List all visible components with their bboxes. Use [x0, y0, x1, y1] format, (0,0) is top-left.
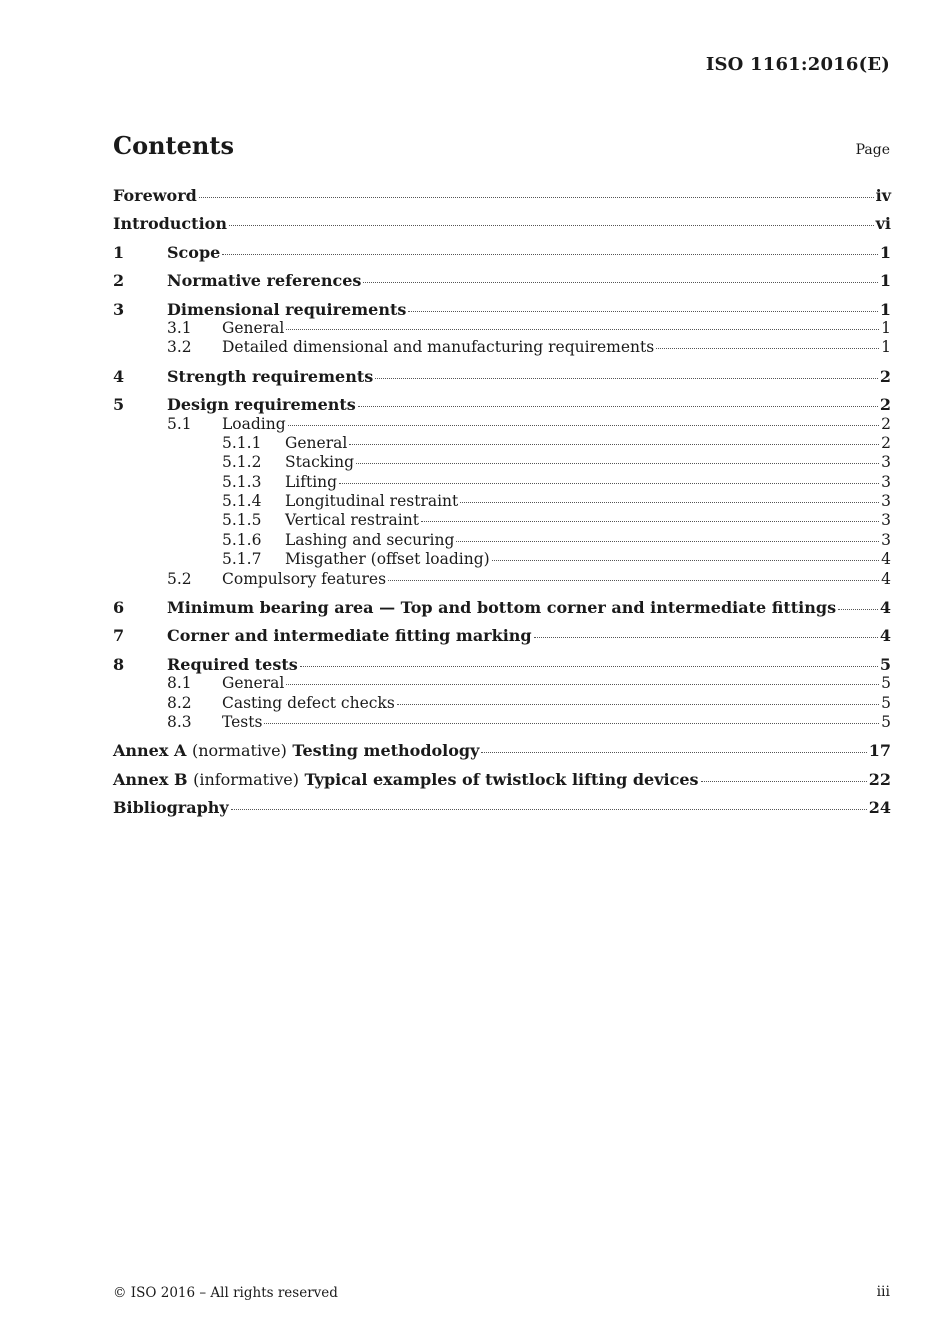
toc-entry-page: 2: [881, 414, 891, 433]
toc-entry[interactable]: [113, 741, 891, 760]
toc-entry-title-group: [167, 367, 373, 386]
toc-entry-page: 5: [881, 712, 891, 731]
toc-entry-page: 1: [879, 299, 891, 319]
dot-leader: [358, 406, 878, 407]
toc-entry-number: 5.1: [167, 414, 192, 433]
toc-entry-title: Lifting: [285, 472, 338, 491]
toc-entry-number: 6: [113, 598, 125, 618]
toc-entry-number: 7: [113, 626, 125, 646]
dot-leader: [349, 444, 879, 445]
dot-leader: [199, 197, 874, 198]
toc-entry-title-group: [222, 415, 286, 434]
toc-entry-number: 1: [113, 242, 125, 262]
toc-entry-page: 5: [881, 693, 891, 712]
toc-entry-title-group: [167, 655, 298, 674]
toc-entry-number: 3.1: [167, 318, 192, 337]
toc-entry-page: 3: [881, 492, 891, 511]
dot-leader: [408, 311, 878, 312]
toc-entry[interactable]: [113, 319, 891, 338]
toc-entry-title-group: [222, 319, 284, 338]
toc-entry-number: 5.2: [167, 569, 192, 588]
toc-entry-title: Casting defect checks: [222, 693, 395, 712]
toc-entry-title: General: [222, 674, 285, 693]
contents-title: Contents: [113, 131, 234, 160]
toc-entry[interactable]: [113, 243, 891, 262]
toc-entry-number: 8.3: [167, 712, 192, 731]
footer-page-number: iii: [876, 1284, 890, 1300]
dot-leader: [397, 704, 879, 705]
toc-entry-title-group: [113, 741, 479, 760]
toc-entry-number: 5.1.7: [222, 550, 262, 569]
toc-entry-title: Stacking: [285, 453, 355, 472]
toc-entry[interactable]: [113, 271, 891, 290]
toc-entry-title: General: [285, 433, 348, 452]
toc-entry-page: 3: [881, 511, 891, 530]
toc-entry-title: Misgather (offset loading): [285, 550, 490, 569]
toc-entry-page: vi: [875, 214, 891, 234]
toc-entry-number: 8.2: [167, 693, 192, 712]
toc-entry-page: 2: [879, 366, 891, 386]
toc-entry[interactable]: [113, 713, 891, 732]
dot-leader: [339, 483, 879, 484]
toc-entry[interactable]: [113, 214, 891, 233]
dot-leader: [300, 666, 878, 667]
toc-entry-title-group: [167, 243, 220, 262]
toc-entry-page: 2: [881, 433, 891, 452]
toc-entry-title-group: [222, 674, 284, 693]
toc-entry-title-group: [222, 713, 262, 732]
toc-entry-title: Required tests: [167, 654, 298, 674]
dot-leader: [286, 329, 879, 330]
toc-entry-page: 4: [879, 598, 891, 618]
toc-entry-title: Loading: [222, 414, 286, 433]
toc-entry-number: 5: [113, 395, 125, 415]
toc-entry-title: General: [222, 318, 285, 337]
toc-entry-title-group: [167, 300, 406, 319]
dot-leader: [456, 541, 879, 542]
toc-entry[interactable]: [113, 186, 891, 205]
toc-entry[interactable]: [113, 626, 891, 645]
toc-entry-title-group: [113, 186, 197, 205]
toc-entry-title-group: [285, 531, 454, 550]
dot-leader: [701, 781, 867, 782]
table-of-contents: [113, 186, 891, 818]
toc-entry-title: Bibliography: [113, 798, 229, 818]
annex-label: Annex A: [113, 741, 187, 761]
toc-entry-title: Design requirements: [167, 395, 356, 415]
toc-entry-title-group: [285, 511, 419, 530]
toc-entry-title: Scope: [167, 242, 221, 262]
toc-entry[interactable]: [113, 674, 891, 693]
toc-entry-title: Minimum bearing area — Top and bottom corner and intermediate fittings: [167, 598, 837, 618]
toc-entry-title-group: [285, 434, 347, 453]
toc-entry[interactable]: [113, 338, 891, 357]
toc-entry-title: Typical examples of twistlock lifting devices: [304, 769, 699, 789]
dot-leader: [363, 282, 877, 283]
toc-entry-number: 5.1.4: [222, 492, 262, 511]
toc-entry-title: Detailed dimensional and manufacturing requirements: [222, 338, 655, 357]
toc-entry[interactable]: [113, 570, 891, 589]
toc-entry[interactable]: [113, 395, 891, 414]
toc-entry[interactable]: [113, 453, 891, 472]
toc-entry[interactable]: [113, 531, 891, 550]
toc-entry[interactable]: [113, 300, 891, 319]
toc-entry[interactable]: [113, 655, 891, 674]
dot-leader: [388, 580, 879, 581]
toc-entry-page: 17: [868, 741, 891, 761]
toc-entry-page: 2: [879, 395, 891, 415]
toc-entry-number: 5.1.6: [222, 530, 262, 549]
toc-entry-page: 3: [881, 530, 891, 549]
toc-entry-title: Corner and intermediate fitting marking: [167, 626, 532, 646]
toc-entry-title-group: [285, 473, 337, 492]
toc-entry-number: 2: [113, 271, 125, 291]
dot-leader: [231, 809, 867, 810]
annex-type: (informative): [193, 769, 299, 789]
toc-entry[interactable]: [113, 415, 891, 434]
toc-entry-title: Vertical restraint: [285, 511, 419, 530]
dot-leader: [375, 378, 878, 379]
dot-leader: [460, 502, 879, 503]
toc-entry[interactable]: [113, 367, 891, 386]
toc-entry-title-group: [285, 453, 354, 472]
dot-leader: [421, 521, 879, 522]
dot-leader: [229, 225, 874, 226]
toc-entry-title: Introduction: [113, 214, 227, 234]
toc-entry-title: Normative references: [167, 271, 362, 291]
toc-entry-title-group: [113, 798, 229, 817]
dot-leader: [656, 348, 879, 349]
toc-entry[interactable]: [113, 598, 891, 617]
toc-entry-page: 24: [868, 798, 891, 818]
dot-leader: [481, 752, 866, 753]
dot-leader: [286, 684, 879, 685]
toc-entry-title: Testing methodology: [292, 741, 480, 761]
dot-leader: [264, 723, 879, 724]
page-column-label: Page: [855, 142, 890, 158]
dot-leader: [222, 254, 878, 255]
toc-entry-number: 3.2: [167, 338, 192, 357]
toc-entry-number: 8.1: [167, 674, 192, 693]
toc-entry-title: Dimensional requirements: [167, 299, 407, 319]
dot-leader: [288, 425, 879, 426]
toc-entry-title-group: [222, 694, 395, 713]
toc-entry-title-group: [167, 598, 836, 617]
toc-entry-title-group: [285, 492, 458, 511]
toc-entry-page: iv: [875, 186, 891, 205]
toc-entry[interactable]: [113, 550, 891, 569]
toc-entry-title-group: [285, 550, 490, 569]
toc-entry-number: 5.1.2: [222, 453, 262, 472]
toc-entry-title: Foreword: [113, 186, 197, 205]
toc-entry-title-group: [222, 570, 386, 589]
dot-leader: [534, 637, 878, 638]
toc-entry-number: 5.1.1: [222, 433, 262, 452]
toc-entry-title-group: [113, 214, 227, 233]
toc-entry-page: 5: [881, 674, 891, 693]
toc-entry[interactable]: [113, 770, 891, 789]
toc-entry-page: 3: [881, 453, 891, 472]
dot-leader: [838, 609, 878, 610]
toc-entry-title-group: [167, 395, 356, 414]
toc-entry-title-group: [167, 271, 361, 290]
toc-entry[interactable]: [113, 434, 891, 453]
toc-entry-page: 1: [879, 271, 891, 291]
toc-entry-page: 1: [881, 338, 891, 357]
toc-entry[interactable]: [113, 511, 891, 530]
toc-entry[interactable]: [113, 492, 891, 511]
toc-entry-page: 4: [879, 626, 891, 646]
toc-entry-title-group: [222, 338, 654, 357]
toc-entry-page: 1: [879, 242, 891, 262]
toc-entry-page: 4: [881, 569, 891, 588]
toc-entry-page: 22: [868, 769, 891, 789]
toc-entry-title-group: [167, 626, 532, 645]
toc-entry-title-group: [113, 770, 699, 789]
dot-leader: [492, 560, 879, 561]
toc-entry-number: 5.1.5: [222, 511, 262, 530]
toc-entry-title: Compulsory features: [222, 569, 387, 588]
dot-leader: [356, 463, 879, 464]
document-id: ISO 1161:2016(E): [705, 54, 890, 75]
toc-entry[interactable]: [113, 473, 891, 492]
annex-type: (normative): [191, 741, 287, 761]
toc-entry-number: 5.1.3: [222, 472, 262, 491]
toc-entry-title: Lashing and securing: [285, 530, 455, 549]
toc-entry-number: 3: [113, 299, 125, 319]
toc-entry[interactable]: [113, 694, 891, 713]
toc-entry-title: Tests: [222, 712, 263, 731]
annex-label: Annex B: [113, 769, 188, 789]
toc-entry-title: Strength requirements: [167, 366, 374, 386]
toc-entry-page: 5: [879, 654, 891, 674]
toc-entry-number: 4: [113, 366, 125, 386]
toc-entry-page: 3: [881, 472, 891, 491]
toc-entry-number: 8: [113, 654, 125, 674]
toc-entry-page: 4: [881, 550, 891, 569]
toc-entry-title: Longitudinal restraint: [285, 492, 459, 511]
toc-entry[interactable]: [113, 798, 891, 817]
footer-copyright: © ISO 2016 – All rights reserved: [113, 1285, 338, 1301]
toc-entry-page: 1: [881, 318, 891, 337]
